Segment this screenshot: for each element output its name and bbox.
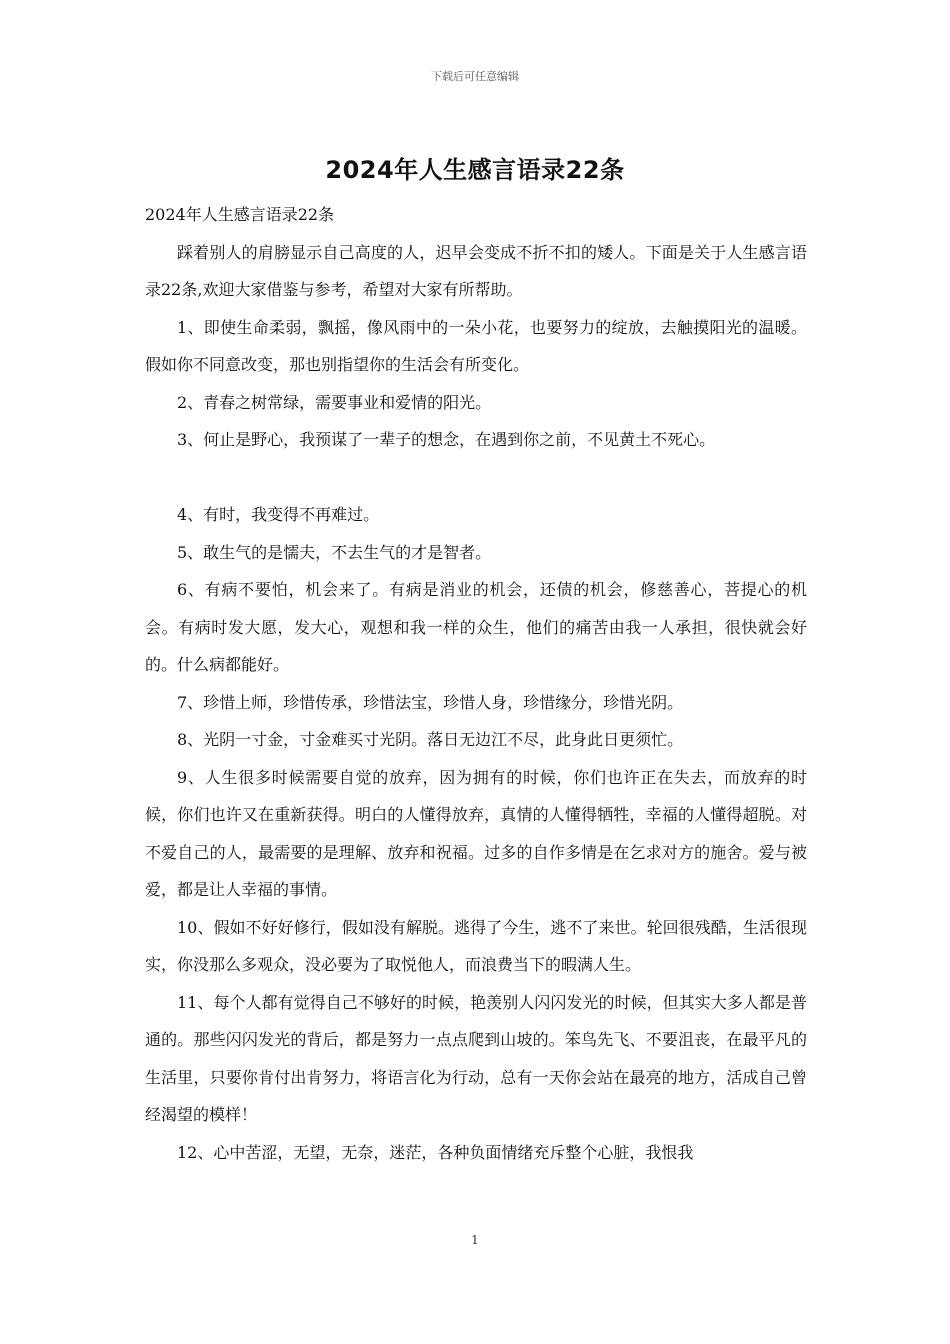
quote-paragraph-8: 8、光阴一寸金，寸金难买寸光阴。落日无边江不尽，此身此日更须忙。 bbox=[177, 730, 684, 749]
intro-paragraph: 踩着别人的肩膀显示自己高度的人，迟早会变成不折不扣的矮人。下面是关于人生感言语录22条,欢迎大家借鉴与参考，希望对大家有所帮助。 bbox=[145, 242, 807, 299]
quote-paragraph-5: 5、敢生气的是懦夫，不去生气的才是智者。 bbox=[177, 542, 492, 562]
quote-paragraph-11: 11、每个人都有觉得自己不够好的时候，艳羡别人闪闪发光的时候，但其实大多人都是普通的。那些闪闪发光的背后，都是努力一点点爬到山坡的。笨鸟先飞、不要沮丧，在最平凡的生活里，只要你肯付出肯努力，将语言化为行动，总有一天你会站在最亮的地方，活成自己曾经渴望的模样！ bbox=[145, 992, 807, 1124]
document-subtitle: 2024年人生感言语录22条 bbox=[145, 205, 335, 224]
header-note: 下载后可任意编辑 bbox=[431, 70, 519, 83]
document-title: 2024年人生感言语录22条 bbox=[325, 156, 625, 184]
page-number: 1 bbox=[471, 1233, 479, 1247]
quote-paragraph-4: 4、有时，我变得不再难过。 bbox=[177, 505, 380, 524]
blank-line bbox=[145, 459, 807, 497]
quote-paragraph-12: 12、心中苦涩，无望，无奈，迷茫，各种负面情绪充斥整个心脏，我恨我 bbox=[177, 1142, 694, 1162]
quote-paragraph-6: 6、有病不要怕，机会来了。有病是消业的机会，还债的机会，修慈善心，菩提心的机会。有病时发大愿，发大心，观想和我一样的众生，他们的痛苦由我一人承担，很快就会好的。什么病都能好。 bbox=[145, 580, 807, 674]
quote-paragraph-10: 10、假如不好好修行，假如没有解脱。逃得了今生，逃不了来世。轮回很残酷，生活很现实，你没那么多观众，没必要为了取悦他人，而浪费当下的暇满人生。 bbox=[145, 917, 807, 974]
quote-paragraph-9: 9、人生很多时候需要自觉的放弃，因为拥有的时候，你们也许正在失去，而放弃的时候，你们也许又在重新获得。明白的人懂得放弃，真情的人懂得牺牲，幸福的人懂得超脱。对不爱自己的人，最需要的是理解、放弃和祝福。过多的自作多情是在乞求对方的施舍。爱与被爱，都是让人幸福的事情。 bbox=[145, 767, 807, 899]
document-body bbox=[145, 196, 807, 1171]
quote-paragraph-3: 3、何止是野心，我预谋了一辈子的想念，在遇到你之前，不见黄土不死心。 bbox=[177, 430, 716, 449]
quote-paragraph-1: 1、即使生命柔弱，飘摇，像风雨中的一朵小花，也要努力的绽放，去触摸阳光的温暖。假如你不同意改变，那也别指望你的生活会有所变化。 bbox=[145, 317, 807, 374]
quote-paragraph-2: 2、青春之树常绿，需要事业和爱情的阳光。 bbox=[177, 392, 492, 412]
quote-paragraph-7: 7、珍惜上师，珍惜传承，珍惜法宝，珍惜人身，珍惜缘分，珍惜光阴。 bbox=[177, 692, 684, 712]
